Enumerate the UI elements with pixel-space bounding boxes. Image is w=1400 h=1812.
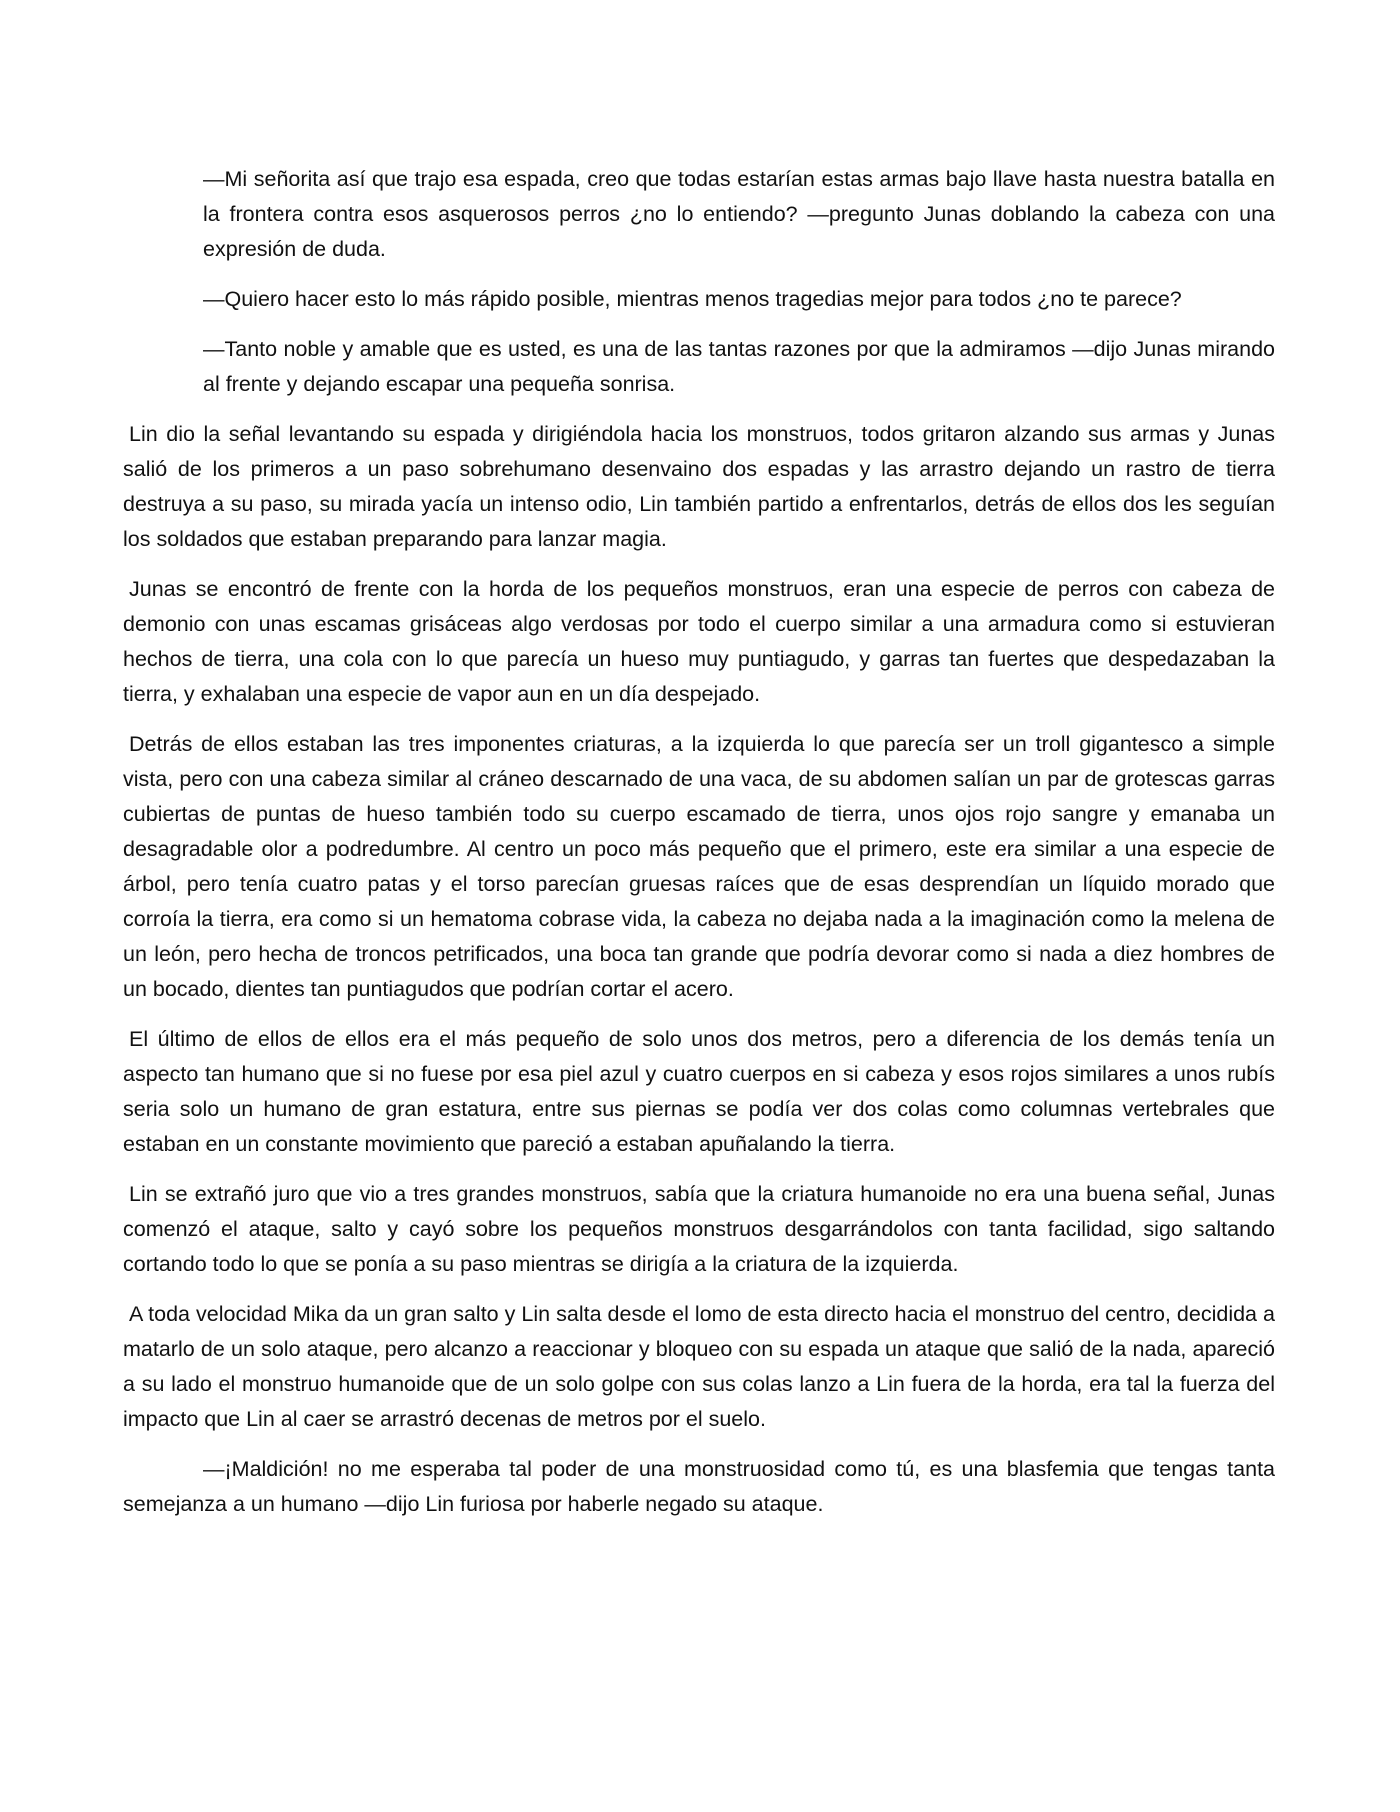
dialogue-paragraph-1: —Mi señorita así que trajo esa espada, creo que todas estarían estas armas bajo llave hasta nuestra batalla en la frontera contra esos asquerosos perros ¿no lo entiendo? —pregunto Junas doblando la cabeza con una expresión de duda. [203,167,1275,261]
dialogue-paragraph-4: —¡Maldición! no me esperaba tal poder de una monstruosidad como tú, es una blasfemia que tengas tanta semejanza a un humano —dijo Lin furiosa por haberle negado su ataque. [123,1457,1275,1516]
narrative-paragraph-4: El último de ellos de ellos era el más pequeño de solo unos dos metros, pero a diferencia de los demás tenía un aspecto tan humano que si no fuese por esa piel azul y cuatro cuerpos en si cabeza y esos rojos similares a unos rubís seria solo un humano de gran estatura, entre sus piernas se podía ver dos colas como columnas vertebrales que estaban en un constante movimiento que pareció a estaban apuñalando la tierra. [123,1027,1275,1156]
narrative-paragraph-3: Detrás de ellos estaban las tres imponentes criaturas, a la izquierda lo que parecía ser un troll gigantesco a simple vista, pero con una cabeza similar al cráneo descarnado de una vaca, de su abdomen salían un par de grotescas garras cubiertas de puntas de hueso también todo su cuerpo escamado de tierra, unos ojos rojo sangre y emanaba un desagradable olor a podredumbre. Al centro un poco más pequeño que el primero, este era similar a una especie de árbol, pero tenía cuatro patas y el torso parecían gruesas raíces que de esas desprendían un líquido morado que corroía la tierra, era como si un hematoma cobrase vida, la cabeza no dejaba nada a la imaginación como la melena de un león, pero hecha de troncos petrificados, una boca tan grande que podría devorar como si nada a diez hombres de un bocado, dientes tan puntiagudos que podrían cortar el acero. [123,732,1275,1001]
document-body [123,162,1275,1537]
narrative-paragraph-2: Junas se encontró de frente con la horda de los pequeños monstruos, eran una especie de perros con cabeza de demonio con unas escamas grisáceas algo verdosas por todo el cuerpo similar a una armadura como si estuvieran hechos de tierra, una cola con lo que parecía un hueso muy puntiagudo, y garras tan fuertes que despedazaban la tierra, y exhalaban una especie de vapor aun en un día despejado. [123,577,1275,706]
dialogue-paragraph-2: —Quiero hacer esto lo más rápido posible, mientras menos tragedias mejor para todos ¿no te parece? [203,287,1182,311]
narrative-paragraph-1: Lin dio la señal levantando su espada y dirigiéndola hacia los monstruos, todos gritaron alzando sus armas y Junas salió de los primeros a un paso sobrehumano desenvaino dos espadas y las arrastro dejando un rastro de tierra destruya a su paso, su mirada yacía un intenso odio, Lin también partido a enfrentarlos, detrás de ellos dos les seguían los soldados que estaban preparando para lanzar magia. [123,422,1275,551]
dialogue-paragraph-3: —Tanto noble y amable que es usted, es una de las tantas razones por que la admiramos —dijo Junas mirando al frente y dejando escapar una pequeña sonrisa. [203,337,1275,396]
narrative-paragraph-5: Lin se extrañó juro que vio a tres grandes monstruos, sabía que la criatura humanoide no era una buena señal, Junas comenzó el ataque, salto y cayó sobre los pequeños monstruos desgarrándolos con tanta facilidad, sigo saltando cortando todo lo que se ponía a su paso mientras se dirigía a la criatura de la izquierda. [123,1182,1275,1276]
narrative-paragraph-6: A toda velocidad Mika da un gran salto y Lin salta desde el lomo de esta directo hacia el monstruo del centro, decidida a matarlo de un solo ataque, pero alcanzo a reaccionar y bloqueo con su espada un ataque que salió de la nada, apareció a su lado el monstruo humanoide que de un solo golpe con sus colas lanzo a Lin fuera de la horda, era tal la fuerza del impacto que Lin al caer se arrastró decenas de metros por el suelo. [123,1302,1275,1431]
